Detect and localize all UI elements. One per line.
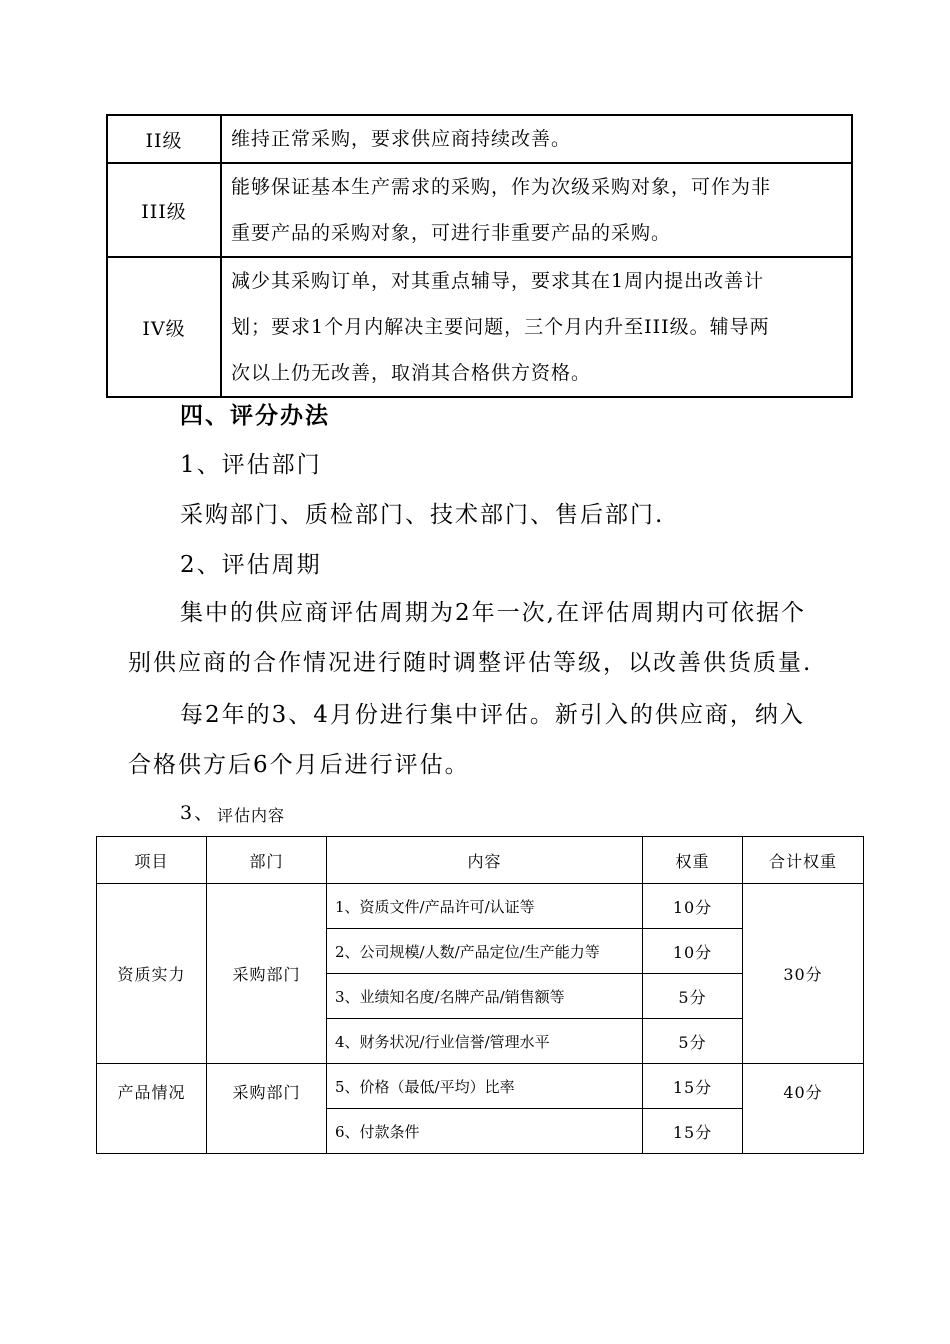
item3-label: 评估内容 bbox=[217, 806, 286, 825]
content-cell: 1、资质文件/产品许可/认证等 bbox=[327, 884, 643, 929]
description-line: 能够保证基本生产需求的采购，作为次级采购对象，可作为非 bbox=[231, 176, 772, 198]
item-cell: 产品情况 bbox=[97, 1064, 207, 1154]
table-row bbox=[97, 1064, 864, 1109]
evaluation-table bbox=[96, 836, 864, 1154]
level-cell: III级 bbox=[107, 163, 221, 257]
content-cell: 6、付款条件 bbox=[327, 1109, 643, 1154]
total-weight-cell: 30分 bbox=[743, 884, 864, 1064]
weight-cell: 15分 bbox=[643, 1064, 743, 1109]
header-weight: 权重 bbox=[643, 837, 743, 884]
description-line: 维持正常采购，要求供应商持续改善。 bbox=[231, 128, 572, 150]
description-line: 减少其采购订单，对其重点辅导，要求其在1周内提出改善计 bbox=[231, 270, 765, 292]
section-heading: 四、评分办法 bbox=[180, 402, 330, 429]
level-row bbox=[107, 115, 852, 163]
level-description bbox=[221, 257, 852, 397]
header-total-weight: 合计权重 bbox=[743, 837, 864, 884]
content-cell: 2、公司规模/人数/产品定位/生产能力等 bbox=[327, 929, 643, 974]
header-item: 项目 bbox=[97, 837, 207, 884]
paragraph-line: 别供应商的合作情况进行随时调整评估等级，以改善供货质量. bbox=[128, 650, 813, 676]
dept-cell: 采购部门 bbox=[207, 1064, 327, 1154]
item1-heading: 1、评估部门 bbox=[180, 452, 322, 478]
weight-cell: 15分 bbox=[643, 1109, 743, 1154]
weight-cell: 5分 bbox=[643, 1019, 743, 1064]
description-line: 重要产品的采购对象，可进行非重要产品的采购。 bbox=[231, 222, 672, 244]
content-cell: 3、业绩知名度/名牌产品/销售额等 bbox=[327, 974, 643, 1019]
paragraph-line: 合格供方后6个月后进行评估。 bbox=[128, 752, 470, 778]
level-cell: II级 bbox=[107, 115, 221, 163]
level-table bbox=[106, 114, 853, 398]
item2-heading: 2、评估周期 bbox=[180, 552, 322, 578]
content-cell: 5、价格（最低/平均）比率 bbox=[327, 1064, 643, 1109]
description-line: 划；要求1个月内解决主要问题，三个月内升至III级。辅导两 bbox=[231, 316, 770, 338]
item3-number: 3、 bbox=[180, 802, 216, 824]
level-row bbox=[107, 163, 852, 257]
level-row bbox=[107, 257, 852, 397]
dept-cell: 采购部门 bbox=[207, 884, 327, 1064]
weight-cell: 10分 bbox=[643, 929, 743, 974]
header-content: 内容 bbox=[327, 837, 643, 884]
item1-text: 采购部门、质检部门、技术部门、售后部门. bbox=[180, 502, 665, 528]
weight-cell: 5分 bbox=[643, 974, 743, 1019]
level-cell: IV级 bbox=[107, 257, 221, 397]
level-description bbox=[221, 163, 852, 257]
table-row bbox=[97, 884, 864, 929]
paragraph-line: 集中的供应商评估周期为2年一次,在评估周期内可依据个 bbox=[180, 600, 806, 626]
level-description bbox=[221, 115, 852, 163]
total-weight-cell: 40分 bbox=[743, 1064, 864, 1154]
content-cell: 4、财务状况/行业信誉/管理水平 bbox=[327, 1019, 643, 1064]
table-header-row bbox=[97, 837, 864, 884]
item-cell: 资质实力 bbox=[97, 884, 207, 1064]
paragraph-line: 每2年的3、4月份进行集中评估。新引入的供应商，纳入 bbox=[180, 702, 805, 728]
weight-cell: 10分 bbox=[643, 884, 743, 929]
description-line: 次以上仍无改善，取消其合格供方资格。 bbox=[231, 362, 592, 384]
header-dept: 部门 bbox=[207, 837, 327, 884]
